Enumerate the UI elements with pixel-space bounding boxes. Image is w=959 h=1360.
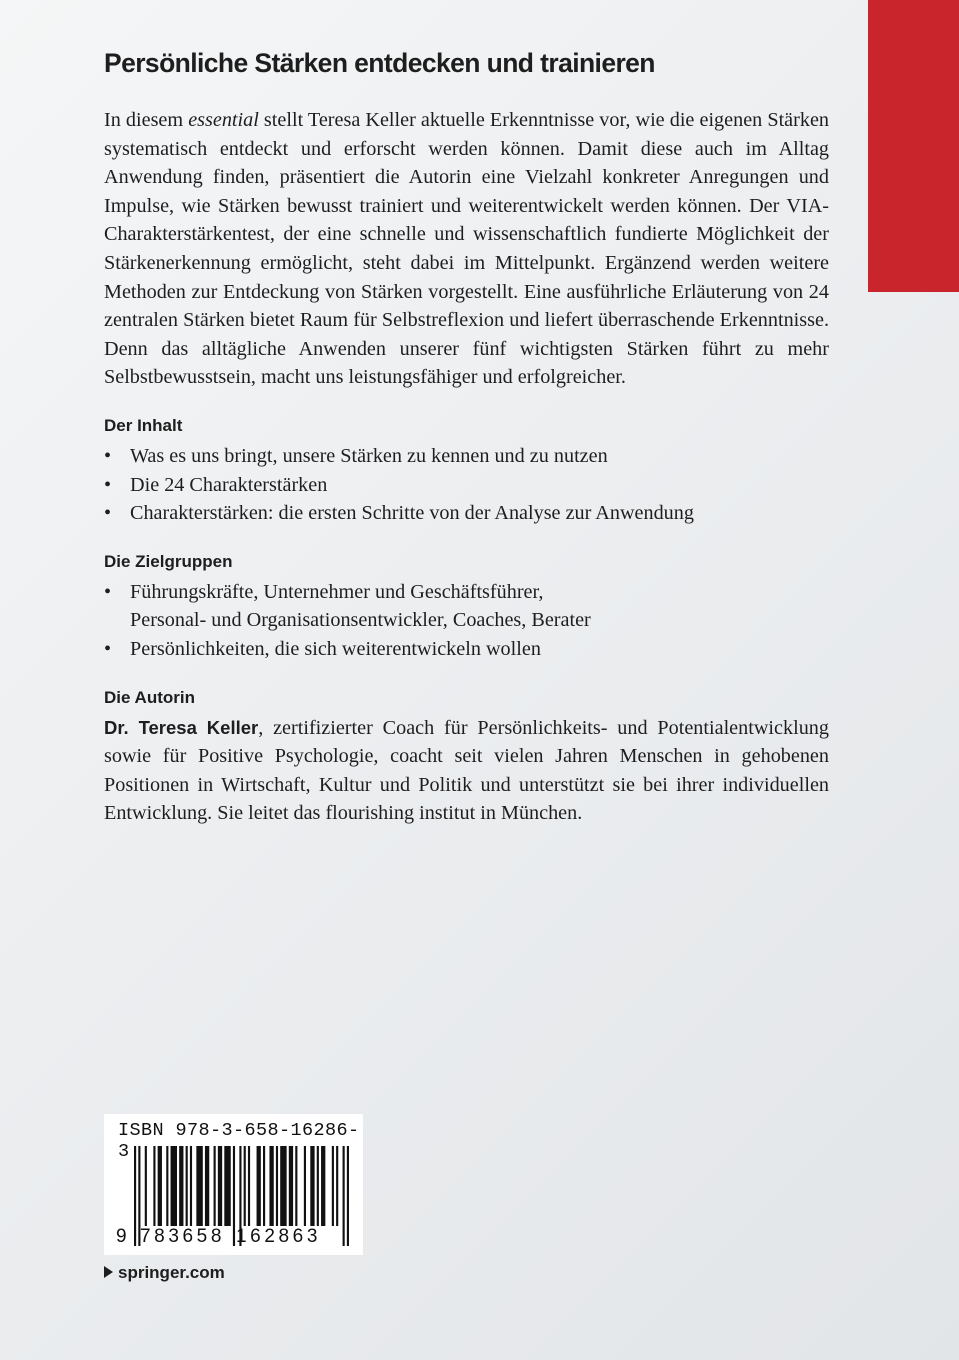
bullet-icon: • [104, 580, 112, 603]
list-item-line: Personal- und Organisationsentwickler, Coaches, Berater [130, 609, 591, 632]
barcode-digits [104, 1226, 363, 1252]
bullet-icon: • [104, 502, 112, 525]
barcode-bar [166, 1146, 168, 1226]
list-item-line: Führungskräfte, Unternehmer und Geschäftsführer, [130, 580, 544, 603]
list-item-line: Persönlichkeiten, die sich weiterentwickeln wollen [130, 637, 541, 660]
list-item-text: Die 24 Charakterstärken [130, 473, 328, 496]
barcode-digit-group-1: 783658 [140, 1226, 226, 1247]
barcode-bar [332, 1146, 334, 1226]
author-bio-text: , zertifizierter Coach für Persönlichkeits- und Potentialentwicklung sowie für Positive Psychologie, coacht seit vielen Jahren Menschen in gehobenen Positionen in Wirtschaft, Kultur und Politik und unterstützt sie bei ihrer individuellen Entwicklung. Sie leitet das flourishing institut in München. [104, 716, 829, 825]
list-item [104, 442, 829, 471]
author-name: Dr. Teresa Keller [104, 716, 259, 738]
barcode-bar [218, 1146, 222, 1226]
list-item [104, 499, 829, 528]
barcode-bar [317, 1146, 319, 1226]
barcode-bar [244, 1146, 246, 1226]
barcode-bar [289, 1146, 293, 1226]
publisher-link[interactable] [104, 1262, 225, 1284]
section-heading-inhalt: Der Inhalt [104, 415, 183, 435]
barcode-digit-first: 9 [116, 1226, 127, 1247]
barcode-bar [196, 1146, 202, 1226]
barcode-bar [310, 1146, 314, 1226]
barcode-bar [153, 1146, 155, 1226]
list-item [104, 471, 829, 500]
list-item [104, 578, 829, 635]
barcode-bar [205, 1146, 209, 1226]
back-cover-content [104, 46, 829, 828]
list-item [104, 635, 829, 664]
barcode-digit-group-2: 162863 [236, 1226, 322, 1247]
list-item-text: Charakterstärken: die ersten Schritte von der Analyse zur Anwendung [130, 502, 694, 525]
barcode-bar [186, 1146, 188, 1226]
barcode-bar [336, 1146, 338, 1226]
barcode-bar [280, 1146, 286, 1226]
author-bio [104, 714, 829, 828]
red-accent-bar [868, 0, 959, 292]
intro-text-start: In diesem [104, 109, 189, 131]
intro-emphasis: essential [188, 109, 259, 131]
section-heading-autorin: Die Autorin [104, 687, 195, 707]
barcode-bar [171, 1146, 177, 1226]
barcode-bar [214, 1146, 216, 1226]
page-title: Persönliche Stärken entdecken und trainieren [104, 48, 655, 78]
barcode-bar [269, 1146, 273, 1226]
bullet-icon: • [104, 473, 112, 496]
barcode-bar [158, 1146, 162, 1226]
zielgruppen-list [104, 578, 829, 664]
barcode-bar [145, 1146, 147, 1226]
barcode-bar [257, 1146, 261, 1226]
arrow-right-icon [104, 1266, 113, 1278]
barcode-bar [304, 1146, 306, 1226]
barcode-bar [224, 1146, 230, 1226]
isbn-barcode [104, 1114, 363, 1255]
inhalt-list [104, 442, 829, 528]
intro-paragraph [104, 106, 829, 392]
bullet-icon: • [104, 637, 112, 660]
barcode-bar [295, 1146, 297, 1226]
barcode-bar [321, 1146, 325, 1226]
publisher-link-text: springer.com [118, 1263, 225, 1282]
isbn-label: ISBN 978-3-658-16286-3 [118, 1120, 360, 1162]
barcode-bar [179, 1146, 183, 1226]
bullet-icon: • [104, 444, 112, 467]
barcode-bar [248, 1146, 250, 1226]
barcode-bar [190, 1146, 192, 1226]
list-item-text: Was es uns bringt, unsere Stärken zu kennen und zu nutzen [130, 444, 608, 467]
barcode-bar [276, 1146, 278, 1226]
section-heading-zielgruppen: Die Zielgruppen [104, 551, 233, 571]
barcode-bar [263, 1146, 265, 1226]
intro-text-rest: stellt Teresa Keller aktuelle Erkenntnisse vor, wie die eigenen Stärken systematisch entdeckt und erforscht werden können. Damit diese auch im Alltag Anwendung finden, präsentiert die Autorin eine Vielzahl konkreter Anregungen und Impulse, wie Stärken bewusst trainiert und weiterentwickelt werden können. Der VIA-Charakterstärkentest, der eine schnelle und wissenschaftlich fundierte Möglichkeit der Stärkenerkennung ermöglicht, steht dabei im Mittelpunkt. Ergänzend werden weitere Methoden zur Entdeckung von Stärken vorgestellt. Eine ausführliche Erläuterung von 24 zentralen Stärken bietet Raum für Selbstreflexion und liefert überraschende Erkenntnisse. Denn das alltägliche Anwenden unserer fünf wichtigsten Stärken führt zu mehr Selbstbewusstsein, macht uns leistungsfähiger und erfolgreicher. [104, 109, 830, 389]
